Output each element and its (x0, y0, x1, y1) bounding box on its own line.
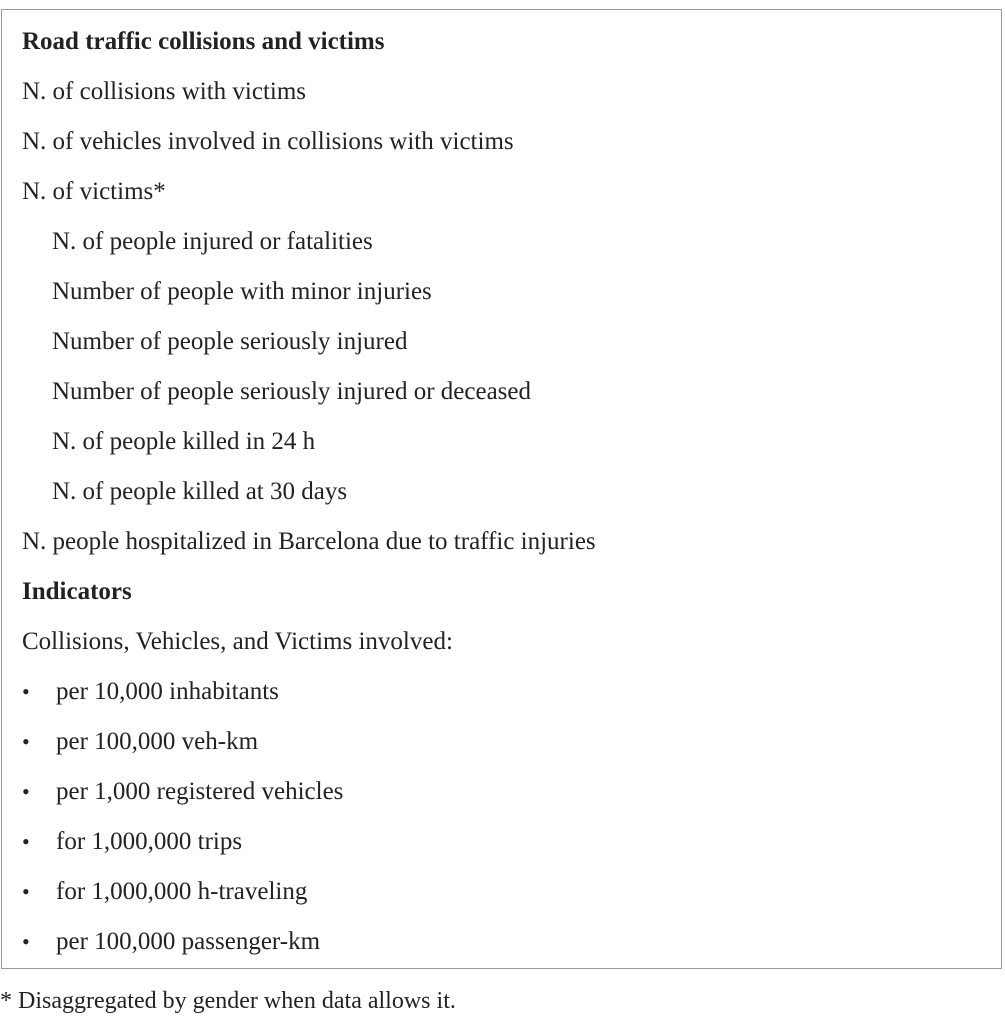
list-item-label: per 100,000 veh-km (56, 728, 259, 755)
table-footnote: * Disaggregated by gender when data allows it. (0, 988, 456, 1014)
table-subrow: Number of people seriously injured (52, 328, 408, 355)
section-heading-indicators: Indicators (22, 578, 132, 605)
list-item (22, 717, 258, 767)
bullet-icon: • (22, 929, 30, 954)
section-heading-collisions: Road traffic collisions and victims (22, 28, 385, 55)
bullet-icon: • (22, 729, 30, 754)
list-item (22, 667, 279, 717)
table-row: N. of vehicles involved in collisions with victims (22, 128, 514, 155)
list-item (22, 867, 307, 917)
list-item-label: per 1,000 registered vehicles (56, 778, 344, 805)
indicators-intro: Collisions, Vehicles, and Victims involved: (22, 628, 453, 655)
bullet-icon: • (22, 679, 30, 704)
list-item-label: for 1,000,000 h-traveling (56, 878, 308, 905)
table-subrow: N. of people injured or fatalities (52, 228, 373, 255)
table-subrow: N. of people killed in 24 h (52, 428, 316, 455)
list-item (22, 767, 343, 817)
bullet-icon: • (22, 879, 30, 904)
table-subrow: N. of people killed at 30 days (52, 478, 348, 505)
table-row: N. of victims* (22, 178, 166, 205)
bullet-icon: • (22, 829, 30, 854)
table-row: N. people hospitalized in Barcelona due to traffic injuries (22, 528, 596, 555)
indicators-table (1, 9, 1002, 969)
list-item (22, 917, 320, 967)
table-row: N. of collisions with victims (22, 78, 307, 105)
bullet-icon: • (22, 779, 30, 804)
list-item-label: per 10,000 inhabitants (56, 678, 279, 705)
list-item-label: for 1,000,000 trips (56, 828, 243, 855)
list-item-label: per 100,000 passenger-km (56, 928, 321, 955)
table-subrow: Number of people with minor injuries (52, 278, 432, 305)
table-subrow: Number of people seriously injured or deceased (52, 378, 532, 405)
list-item (22, 817, 242, 867)
